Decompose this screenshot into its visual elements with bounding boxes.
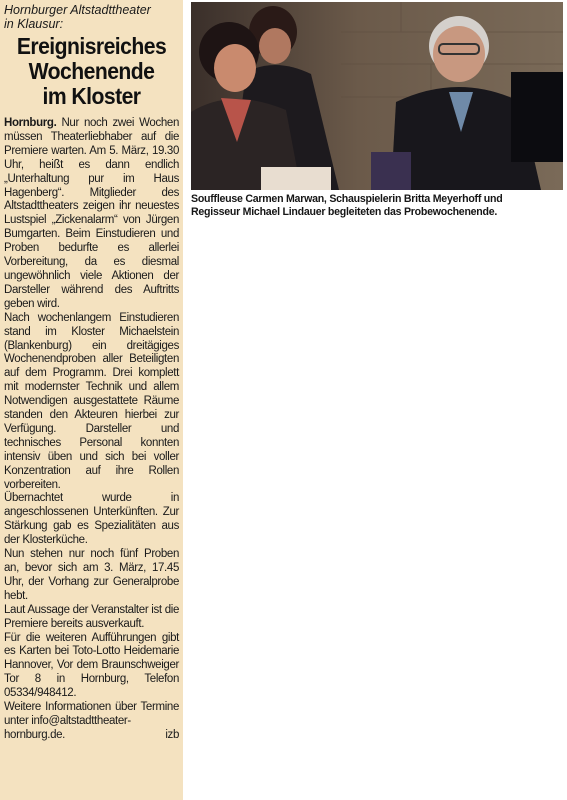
paragraph: Nun stehen nur noch fünf Proben an, bevor sich am 3. März, 17.45 Uhr, der Vorhang zur Generalprobe hebt.: [4, 548, 179, 602]
paragraph-text: hornburg.de.: [4, 728, 66, 741]
caption-line: Regisseur Michael Lindauer begleiteten das Probewochenende.: [191, 206, 498, 218]
paragraph: Nach wochenlangem Einstudieren stand im Kloster Michaelstein (Blankenburg) ein dreitägiges Wochenendproben aller Beteiligten auf dem Programm. Drei komplett mit modernster Technik und allem Notwendigen ausgestattete Räume standen den Akteuren hierbei zur Verfügung. Darsteller und technisches Personal konnten intensiv üben und sich bei voller Konzentration auf ihre Rollen vorbereiten.: [4, 311, 179, 491]
article-body: [4, 117, 179, 743]
kicker-line: Hornburger Altstadttheater: [4, 3, 151, 17]
headline-line: Wochenende: [28, 58, 155, 84]
caption-line: Souffleuse Carmen Marwan, Schauspielerin Britta Meyerhoff und: [191, 193, 503, 205]
photo-illustration: [191, 2, 563, 190]
paragraph: Laut Aussage der Veranstalter ist die Premiere bereits ausverkauft.: [4, 603, 179, 630]
closing-line: [4, 729, 179, 743]
paragraph: Übernachtet wurde in angeschlossenen Unterkünften. Zur Stärkung gab es Spezialitäten aus der Klosterküche.: [4, 492, 179, 547]
headline-line: Ereignisreiches: [16, 33, 167, 59]
dateline: Hornburg.: [4, 117, 57, 129]
kicker-line: in Klausur:: [4, 17, 64, 31]
headline-line: im Kloster: [42, 83, 141, 109]
paragraph: Für die weiteren Aufführungen gibt es Karten bei Toto-Lotto Heidemarie Hannover, Vor dem Braunschweiger Tor 8 in Hornburg, Telefon 05334/948412.: [4, 631, 179, 700]
photo-caption: [191, 193, 566, 219]
author-signature: izb: [165, 728, 179, 741]
rehearsal-photo: [191, 2, 563, 190]
article-headline: [11, 34, 172, 109]
paragraph: [4, 117, 179, 312]
article-column: [0, 0, 183, 800]
paragraph-text: Nur noch zwei Wochen müssen Theaterliebhaber auf die Premiere warten. Am 5. März, 19.30 Uhr, heißt es dann endlich „Unterhaltung pur im Haus Hagenberg“. Mitglieder des Altstadttheaters zeigen ihr neuestes Lustspiel „Zickenalarm“ von Jürgen Bumgarten. Beim Einstudieren und Proben bedurfte es allerlei Vorbereitung, da es diesmal ungewöhnlich viele Aktionen der Darsteller während des Auftritts geben wird.: [4, 117, 179, 310]
article-kicker: [4, 3, 179, 31]
paragraph: Weitere Informationen über Termine unter info@altstadttheater-: [4, 701, 179, 727]
